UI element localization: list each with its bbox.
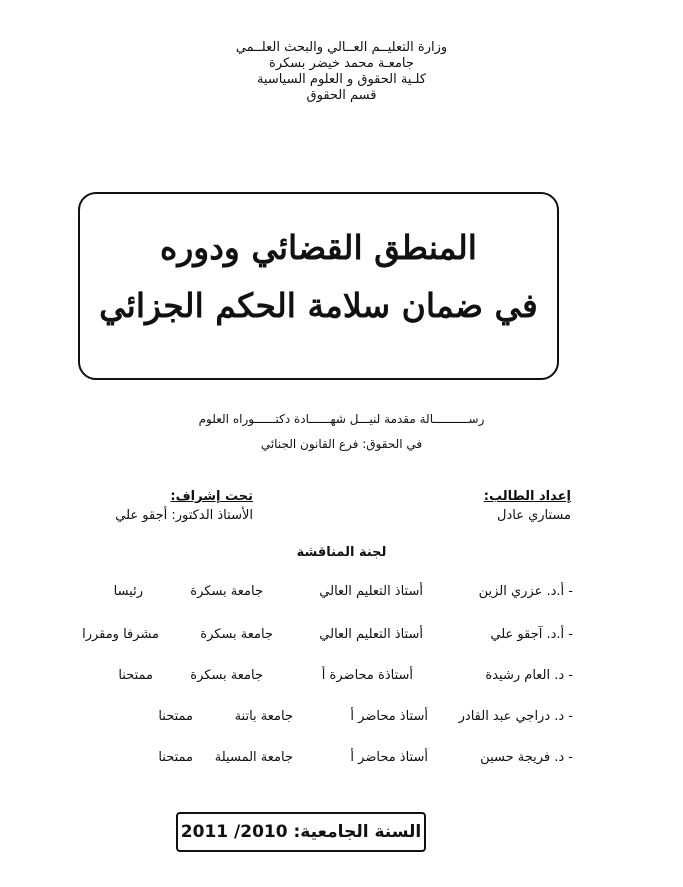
member-name: - د. دراجي عبد القادر <box>458 709 573 724</box>
member-rank: أستاذ محاضر أ <box>350 750 428 765</box>
university-name: جامعـة محمد خيضر بسكرة <box>269 56 414 71</box>
member-role: رئيسا <box>113 584 143 599</box>
member-role: ممتحنا <box>118 668 153 683</box>
supervisor-label: تحت إشراف: <box>170 489 253 504</box>
member-role: ممتحنا <box>158 709 193 724</box>
supervisor-name: الأستاذ الدكتور: أجقو علي <box>115 508 253 523</box>
member-role: مشرفا ومقررا <box>82 627 159 642</box>
title-box <box>78 192 559 380</box>
student-label: إعداد الطالب: <box>483 489 571 504</box>
ministry-name: وزارة التعليــم العــالي والبحث العلــمي <box>235 40 448 55</box>
member-university: جامعة باتنة <box>234 709 293 724</box>
member-name: - د. العام رشيدة <box>485 668 573 683</box>
thesis-purpose: رســــــــــالة مقدمة لنيـــل شهــــــادة دكتــــــوراه العلوم <box>198 412 485 426</box>
student-name: مستاري عادل <box>497 508 571 523</box>
member-university: جامعة المسيلة <box>214 750 293 765</box>
member-name: - أ.د. عزري الزين <box>478 584 573 599</box>
member-university: جامعة بسكرة <box>200 627 273 642</box>
member-rank: أستاذ التعليم العالي <box>319 584 423 599</box>
thesis-title-line1: المنطق القضائي ودوره <box>160 228 477 267</box>
academic-year: السنة الجامعية: 2010/ 2011 <box>176 812 426 852</box>
thesis-specialization: في الحقوق: فرع القانون الجنائي <box>260 437 423 451</box>
member-rank: أستاذة محاضرة أ <box>321 668 413 683</box>
member-role: ممتحنا <box>158 750 193 765</box>
member-rank: أستاذ محاضر أ <box>350 709 428 724</box>
member-university: جامعة بسكرة <box>190 584 263 599</box>
member-name: - د. فريجة حسين <box>480 750 573 765</box>
committee-heading: لجنة المناقشة <box>296 545 387 560</box>
department-name: قسم الحقوق <box>306 88 377 103</box>
thesis-title-line2: في ضمان سلامة الحكم الجزائي <box>99 286 538 325</box>
faculty-name: كلـية الحقوق و العلوم السياسية <box>256 72 427 87</box>
member-name: - أ.د. آجقو علي <box>490 627 573 642</box>
member-university: جامعة بسكرة <box>190 668 263 683</box>
member-rank: أستاذ التعليم العالي <box>319 627 423 642</box>
